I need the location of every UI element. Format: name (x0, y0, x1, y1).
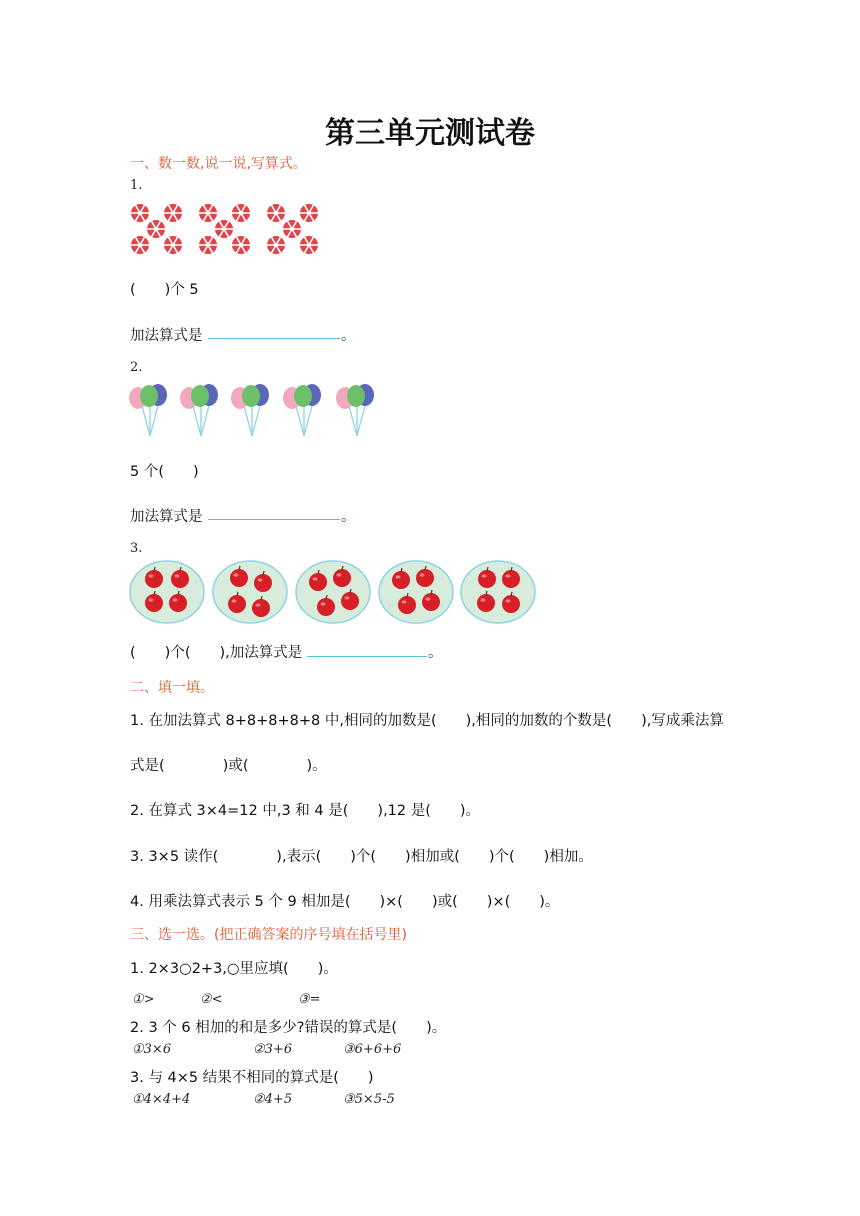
balloon-bunch-icon (231, 384, 269, 436)
choice-question-2: 2. 3 个 6 相加的和是多少?错误的算式是( )。 (130, 1020, 447, 1036)
flower-icon (283, 220, 301, 238)
addition-label: 加法算式是 (130, 328, 203, 344)
option-1[interactable]: ①3×6 (132, 1042, 172, 1057)
option-3[interactable]: ③= (298, 992, 321, 1007)
flower-illustration (128, 200, 328, 260)
apple-plate-icon (130, 561, 204, 623)
answer-line[interactable] (208, 519, 340, 520)
flower-icon (267, 204, 285, 222)
flower-icon (199, 236, 217, 254)
flower-icon (300, 236, 318, 254)
option-1[interactable]: ①> (132, 992, 155, 1007)
choice-question-1: 1. 2×3○2+3,○里应填( )。 (130, 961, 338, 977)
flower-icon (267, 236, 285, 254)
flower-icon (164, 204, 182, 222)
option-3[interactable]: ③6+6+6 (343, 1042, 402, 1057)
choice-question-3: 3. 与 4×5 结果不相同的算式是( ) (130, 1070, 374, 1086)
balloon-bunch-icon (336, 384, 374, 436)
fill-question-1-cont: 式是( )或( )。 (130, 758, 327, 774)
option-2[interactable]: ②3+6 (253, 1042, 293, 1057)
flower-icon (300, 204, 318, 222)
flower-icon (131, 236, 149, 254)
answer-line[interactable] (208, 338, 340, 339)
section-heading-2: 二、填一填。 (130, 680, 214, 696)
flower-icon (215, 220, 233, 238)
fill-question-3: 3. 3×5 读作( ),表示( )个( )相加或( )个( )相加。 (130, 849, 593, 865)
apple-plate-icon (213, 561, 287, 623)
section-heading-1: 一、数一数,说一说,写算式。 (130, 156, 307, 172)
flower-icon (147, 220, 165, 238)
apple-plate-icon (296, 561, 370, 623)
addition-label: 加法算式是 (130, 509, 203, 525)
apple-plate-icon (379, 561, 453, 623)
count-blank: ( )个( ),加法算式是 (130, 645, 303, 661)
answer-line[interactable] (307, 656, 427, 657)
option-2[interactable]: ②< (200, 992, 223, 1007)
sentence-end: 。 (428, 645, 443, 661)
option-3[interactable]: ③5×5-5 (343, 1092, 395, 1107)
page-title: 第三单元测试卷 (325, 116, 535, 151)
apple-plate-icon (461, 561, 535, 623)
sentence-end: 。 (341, 509, 356, 525)
flower-icon (232, 236, 250, 254)
flower-icon (232, 204, 250, 222)
fill-question-1: 1. 在加法算式 8+8+8+8+8 中,相同的加数是( ),相同的加数的个数是( ),写成乘法算 (130, 713, 724, 729)
balloon-bunch-icon (180, 384, 218, 436)
balloon-illustration (128, 380, 388, 440)
balloon-bunch-icon (283, 384, 321, 436)
count-blank: 5 个( ) (130, 464, 199, 480)
flower-icon (199, 204, 217, 222)
option-2[interactable]: ②4+5 (253, 1092, 293, 1107)
apple-plates-illustration (128, 559, 548, 629)
fill-question-2: 2. 在算式 3×4=12 中,3 和 4 是( ),12 是( )。 (130, 803, 481, 819)
flower-icon (131, 204, 149, 222)
flower-icon (164, 236, 182, 254)
section-heading-3: 三、选一选。(把正确答案的序号填在括号里) (130, 927, 407, 943)
fill-question-4: 4. 用乘法算式表示 5 个 9 相加是( )×( )或( )×( )。 (130, 894, 560, 910)
balloon-bunch-icon (129, 384, 167, 436)
question-number: 1. (130, 178, 143, 193)
sentence-end: 。 (341, 328, 356, 344)
count-blank: ( )个 5 (130, 282, 199, 298)
question-number: 2. (130, 360, 143, 375)
option-1[interactable]: ①4×4+4 (132, 1092, 191, 1107)
question-number: 3. (130, 541, 143, 556)
